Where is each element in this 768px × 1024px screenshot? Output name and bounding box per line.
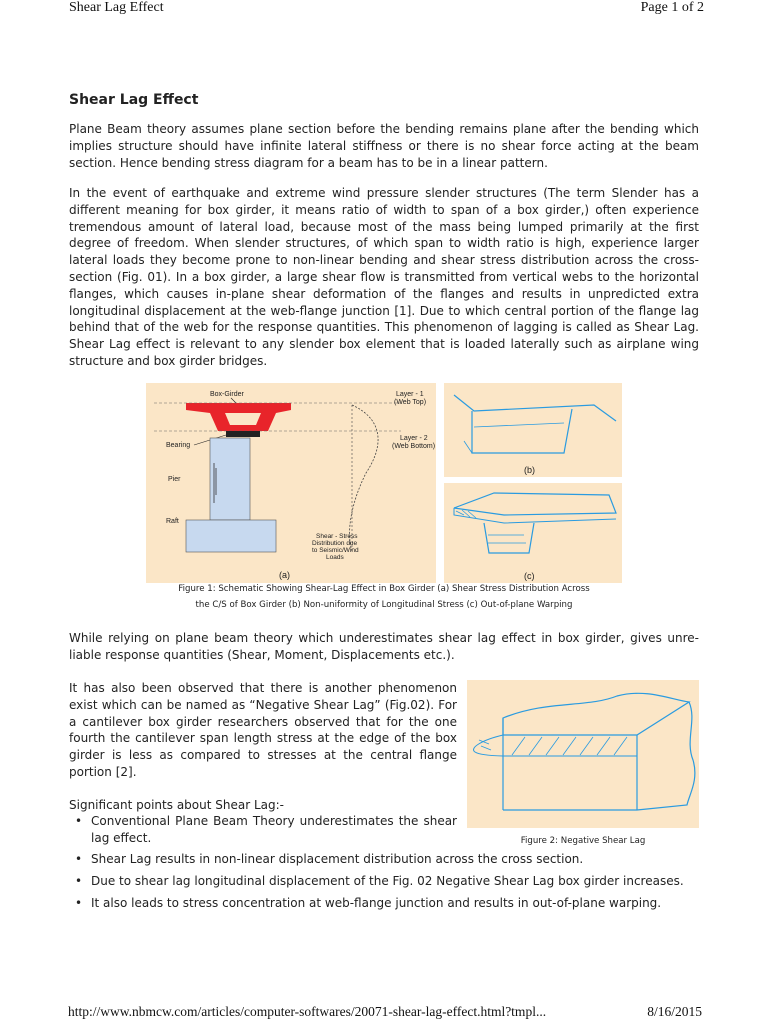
header-title: Shear Lag Effect bbox=[69, 0, 164, 15]
figure-1a-panel bbox=[146, 383, 436, 583]
label-shear-4: Loads bbox=[326, 554, 344, 561]
figure-1c-drawing bbox=[444, 483, 622, 583]
article-title: Shear Lag Effect bbox=[69, 92, 199, 108]
paragraph-4: It has also been observed that there is another phenomenon exist which can be named as “Negative Shear Lag” (Fig.02). For a cantilever box girder researchers observed that for the one fourth the cantilever span length stress at the edge of the box girder is less as compared to stresses at the central flange portion [2]. bbox=[69, 681, 457, 779]
paragraph-1: Plane Beam theory assumes plane section before the bending remains plane after the bending which implies structure should have infinite lateral stiffness or there is no shear force acting at the beam section. Hence bending stress diagram for a beam has to be in a linear pattern. bbox=[69, 122, 699, 170]
figure-1c-panel bbox=[444, 483, 622, 583]
paragraph-3: While relying on plane beam theory which underestimates shear lag effect in box girder, gives unre- liable response quantities (Shear, Moment, Displacements etc.). bbox=[69, 631, 699, 662]
figure-1a-drawing bbox=[146, 383, 436, 583]
label-b: (b) bbox=[524, 465, 535, 475]
label-layer1: Layer - 1 bbox=[396, 391, 424, 398]
footer-date: 8/16/2015 bbox=[647, 1004, 702, 1019]
label-raft: Raft bbox=[166, 518, 179, 525]
figure-1b-panel bbox=[444, 383, 622, 477]
label-shear-2: Distribution due bbox=[312, 540, 358, 547]
page-number: Page 1 of 2 bbox=[640, 0, 704, 15]
figure-1b-drawing bbox=[444, 383, 622, 477]
list-item: • It also leads to stress concentration at web-flange junction and results in out-of-plane warping. bbox=[75, 895, 662, 910]
figure-1-caption-line1: Figure 1: Schematic Showing Shear-Lag Effect in Box Girder (a) Shear Stress Distribution Across bbox=[178, 584, 590, 594]
figure-2-drawing bbox=[467, 680, 699, 828]
list-item: • Conventional Plane Beam Theory underestimates the shear lag effect. bbox=[75, 814, 457, 845]
label-layer2-sub: (Web Bottom) bbox=[392, 443, 436, 450]
footer-url[interactable]: http://www.nbmcw.com/articles/computer-softwares/20071-shear-lag-effect.html?tmpl... bbox=[68, 1004, 547, 1019]
figure-1 bbox=[146, 383, 622, 583]
figure-2 bbox=[467, 680, 699, 828]
figure-1-caption-line2: the C/S of Box Girder (b) Non-uniformity of Longitudinal Stress (c) Out-of-plane Warping bbox=[195, 600, 573, 610]
label-box-girder: Box-Girder bbox=[210, 391, 244, 398]
paragraph-2: In the event of earthquake and extreme wind pressure slender structures (The term Slender has a different meaning for box girder, it means ratio of width to span of a box girder,) often experience tremendous amount of lateral load, because most of the mass being lumped primarily at the first degree of freedom. When slender structures, of which span to width ratio is high, experience larger lateral loads they become prone to non-linear bending and shear stress distribution across the cross-section (Fig. 01). In a box girder, a large shear flow is transmitted from vertical webs to the horizontal flanges, which causes in-plane shear deformation of the flanges and results in unpredicted extra longitudinal displacement at the web-flange junction [1]. Due to which central portion of the flange lag behind that of the web for the response quantities. This phenomenon of lagging is called as Shear Lag. Shear Lag effect is relevant to any slender box element that is loaded laterally such as airplane wing structure and box girder bridges. bbox=[69, 186, 699, 368]
list-item: • Due to shear lag longitudinal displacement of the Fig. 02 Negative Shear Lag box girder increases. bbox=[75, 873, 684, 888]
list-item: • Shear Lag results in non-linear displacement distribution across the cross section. bbox=[75, 852, 584, 866]
points-title: Significant points about Shear Lag:- bbox=[69, 798, 284, 812]
label-shear-3: to Seismic/Wind bbox=[312, 547, 359, 554]
label-c: (c) bbox=[524, 571, 535, 581]
page-header bbox=[0, 0, 768, 20]
label-a: (a) bbox=[279, 570, 290, 580]
figure-2-caption: Figure 2: Negative Shear Lag bbox=[520, 836, 646, 846]
points-list-short bbox=[69, 813, 457, 852]
label-layer2: Layer - 2 bbox=[400, 435, 428, 442]
label-pier: Pier bbox=[168, 476, 181, 483]
label-layer1-sub: (Web Top) bbox=[394, 399, 427, 406]
label-shear-1: Shear - Stress bbox=[316, 533, 358, 540]
label-bearing: Bearing bbox=[166, 442, 191, 449]
points-list bbox=[69, 851, 699, 916]
